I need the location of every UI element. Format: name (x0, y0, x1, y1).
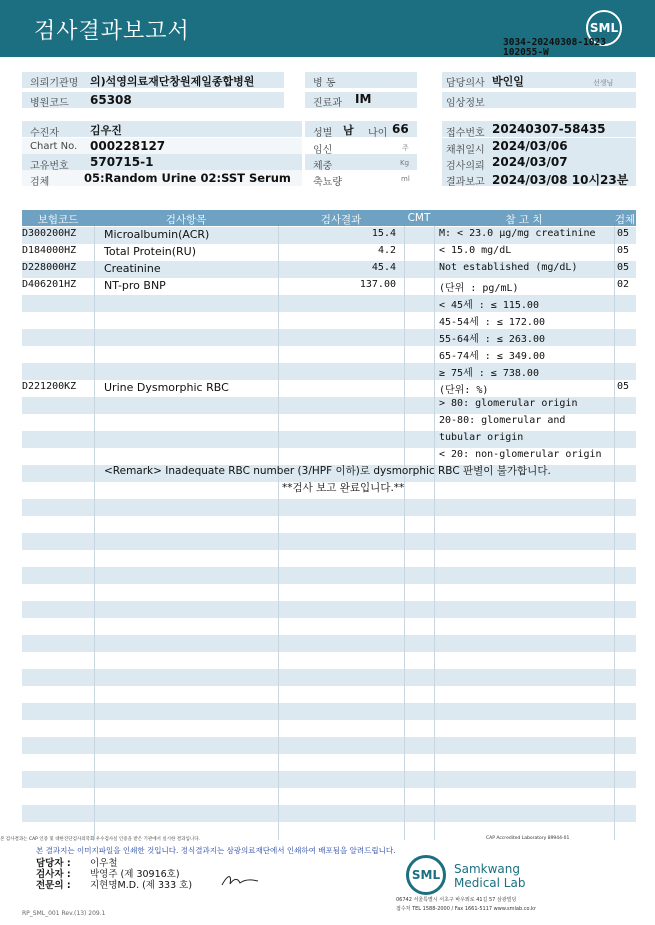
row-reference: 20-80: glomerular and (439, 415, 566, 426)
weight-label: 체중 (313, 161, 333, 172)
table-stripe (22, 533, 636, 550)
table-stripe (22, 567, 636, 584)
report-label: 결과보고 (446, 177, 485, 188)
receipt-value: 20240307-58435 (492, 122, 606, 136)
chart-label: Chart No. (30, 141, 78, 152)
hospital-value: 의)석영의료재단창원제일종합병원 (90, 75, 255, 88)
weight-unit: Kg (400, 159, 410, 167)
row-item: Microalbumin(ACR) (104, 228, 210, 241)
document-number-line2: 102055-W (503, 47, 549, 58)
row-result: 4.2 (377, 245, 396, 256)
remark-text: <Remark> Inadequate RBC number (3/HPF 이하)로 dysmorphic RBC 판별이 불가합니다. (104, 465, 551, 477)
row-item: Creatinine (104, 262, 161, 275)
row-reference: < 45세 : ≤ 115.00 (439, 300, 539, 311)
lab-logo-text: SML (411, 868, 441, 882)
patient-row-bg (22, 121, 302, 137)
row-reference: < 15.0 mg/dL (439, 245, 512, 256)
tester-value: 박영주 (제 30916호) (90, 869, 180, 880)
table-stripe (22, 363, 636, 380)
lab-phone: 접수처 TEL 1588-2000 / Fax 1661-5117 www.smlab.co.kr (396, 906, 537, 912)
row-reference: 65-74세 : ≤ 349.00 (439, 351, 545, 362)
doctor-value: 박인일 (492, 75, 524, 88)
col-divider (278, 226, 279, 840)
row-reference: < 20: non-glomerular origin (439, 449, 602, 460)
table-stripe (22, 703, 636, 720)
tester-label: 검사자 : (36, 869, 71, 880)
specimen-value: 05:Random Urine 02:SST Serum (84, 171, 291, 185)
col-divider (614, 226, 615, 840)
doctor-label: 담당의사 (446, 78, 485, 89)
row-reference: (단위 : pg/mL) (439, 283, 519, 294)
dept-value: IM (355, 92, 372, 106)
lab-address: 06742 서울특별시 서초구 바우뫼로 41길 57 삼광빌딩 (396, 897, 517, 903)
table-stripe (22, 635, 636, 652)
sex-label: 성별 (313, 128, 333, 139)
row-specimen: 05 (617, 245, 630, 256)
table-stripe (22, 669, 636, 686)
row-specimen: 05 (617, 381, 630, 392)
table-stripe (22, 805, 636, 822)
receipt-label: 접수번호 (446, 128, 485, 139)
col-header-result: 검사결과 (320, 214, 362, 226)
row-item: Urine Dysmorphic RBC (104, 381, 229, 394)
complete-text: **검사 보고 완료입니다.** (282, 482, 405, 494)
cap-note: CAP Accredited Laboratory 89944-01 (486, 836, 570, 841)
request-label: 검사의뢰 (446, 161, 485, 172)
id-value: 570715-1 (90, 155, 154, 169)
patient-label: 수진자 (30, 128, 59, 139)
form-code: RP_SML_001 Rev.(13) 209.1 (22, 910, 106, 917)
row-code: D406201HZ (22, 279, 77, 290)
row-reference: > 80: glomerular origin (439, 398, 578, 409)
row-reference: 45-54세 : ≤ 172.00 (439, 317, 545, 328)
ward-label: 병 동 (313, 78, 336, 89)
collect-label: 채취일시 (446, 145, 485, 156)
col-header-ref: 참 고 치 (505, 214, 543, 226)
document-number (503, 38, 606, 58)
id-label: 고유번호 (30, 161, 69, 172)
row-item: NT-pro BNP (104, 279, 166, 292)
col-divider (434, 226, 435, 840)
table-stripe (22, 431, 636, 448)
age-value: 66 (392, 122, 409, 136)
row-result: 137.00 (359, 279, 396, 290)
row-reference: (단위: %) (439, 385, 489, 396)
print-notice: 본 결과지는 이미지파일을 인쇄한 것입니다. 정식결과지는 삼광의료재단에서 인쇄하여 배포됨을 알려드립니다. (36, 846, 396, 855)
row-reference: M: < 23.0 μg/mg creatinine (439, 228, 596, 239)
lab-name-1: Samkwang (454, 862, 520, 876)
report-value: 2024/03/08 10시23분 (492, 173, 629, 187)
table-stripe (22, 601, 636, 618)
collect-value: 2024/03/06 (492, 139, 568, 153)
staff-label: 담당자 : (36, 858, 71, 869)
sml-logo-text: SML (589, 21, 619, 35)
table-stripe (22, 737, 636, 754)
patient-value: 김우진 (90, 124, 122, 137)
row-code: D300200HZ (22, 228, 77, 239)
preg-label: 임신 (313, 145, 333, 156)
chart-value: 000228127 (90, 139, 166, 153)
preg-unit: 주 (402, 144, 409, 152)
table-stripe (22, 771, 636, 788)
clinical-label: 임상정보 (446, 98, 485, 109)
specialist-value: 지현명M.D. (제 333 호) (90, 880, 193, 891)
dept-label: 진료과 (313, 98, 342, 109)
row-specimen: 05 (617, 228, 630, 239)
row-reference: Not established (mg/dL) (439, 262, 578, 273)
row-reference: tubular origin (439, 432, 524, 443)
lab-logo-icon (406, 855, 446, 895)
age-label: 나이 (368, 128, 388, 139)
row-specimen: 02 (617, 279, 630, 290)
signature-icon (220, 872, 260, 888)
document-number-line1: 3034-20240308-1023 (503, 37, 606, 48)
col-header-code: 보험코드 (37, 214, 79, 226)
sex-value: 남 (343, 124, 354, 137)
report-title: 검사결과보고서 (34, 19, 190, 44)
row-item: Total Protein(RU) (104, 245, 197, 258)
col-header-specimen: 검체 (614, 214, 636, 226)
table-stripe (22, 499, 636, 516)
specialist-label: 전문의 : (36, 880, 71, 891)
hospcode-value: 65308 (90, 93, 132, 107)
table-stripe (22, 295, 636, 312)
row-reference: 55-64세 : ≤ 263.00 (439, 334, 545, 345)
doctor-suffix: 선생님 (593, 79, 614, 87)
staff-value: 이우철 (90, 858, 118, 869)
col-divider (404, 226, 405, 840)
row-code: D228000HZ (22, 262, 77, 273)
row-specimen: 05 (617, 262, 630, 273)
row-code: D184000HZ (22, 245, 77, 256)
col-header-item: 검사항목 (165, 214, 207, 226)
hospcode-label: 병원코드 (30, 98, 69, 109)
lab-name-2: Medical Lab (454, 876, 526, 890)
row-result: 15.4 (371, 228, 396, 239)
urine-unit: ml (401, 175, 410, 183)
row-code: D221200KZ (22, 381, 77, 392)
col-header-cmt: CMT (407, 212, 431, 224)
row-reference: ≥ 75세 : ≤ 738.00 (439, 368, 539, 379)
hospital-label: 의뢰기관명 (30, 78, 79, 89)
urine-label: 축뇨량 (313, 177, 342, 188)
col-divider (94, 226, 95, 840)
accreditation-note: 본 검사결과는 CAP 인증 및 대한진단검사의학회 우수검사실 인증을 받은 기관에서 실시한 결과입니다. (0, 837, 200, 842)
row-result: 45.4 (371, 262, 396, 273)
specimen-label: 검체 (30, 177, 50, 188)
request-value: 2024/03/07 (492, 155, 568, 169)
